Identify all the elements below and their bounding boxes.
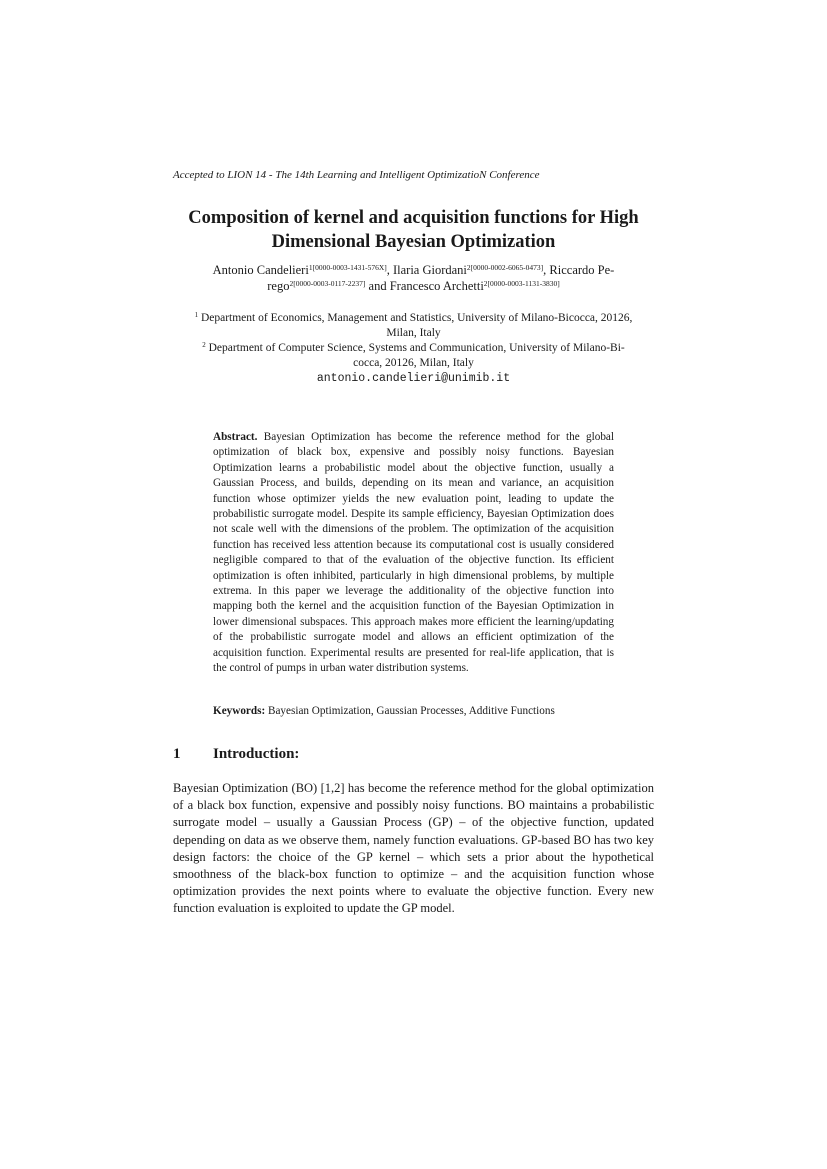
author-orcid: 1[0000-0003-1431-576X]: [308, 263, 387, 272]
keywords-text: Bayesian Optimization, Gaussian Processes, Additive Functions: [268, 705, 555, 717]
section-heading-introduction: [173, 744, 653, 764]
abstract-text: Bayesian Optimization has become the reference method for the global optimization of black box, expensive and possibly noisy functions. Bayesian Optimization learns a probabilistic model about the objective function, usually a Gaussian Process, and builds, depending on its mean and variance, an acquisition function whose optimizer yields the new evaluation point, leading to update the probabilistic surrogate model. Despite its sample efficiency, Bayesian Optimization does not scale well with the dimensions of the problem. The optimization of the acquisition function has received less attention because its computational cost is usually considered negligible compared to that of the evaluation of the objective function. Its efficient optimization is often inhibited, particularly in high dimensional problems, by multiple extrema. In this paper we leverage the additionality of the objective function into mapping both the kernel and the acquisition function of the Bayesian Optimization in lower dimensional subspaces. This approach makes more efficient the learning/updating of the probabilistic surrogate model and allows an efficient optimization of the acquisition function. Experimental results are presented for real-life application, that is the control of pumps in urban water distribution systems.: [213, 431, 615, 675]
author-separator: ,: [386, 263, 393, 277]
author-orcid: 2[0000-0003-1131-3830]: [483, 279, 560, 288]
keywords: [213, 704, 614, 719]
author-name: Francesco Archetti: [389, 279, 484, 293]
affiliation-marker: 1: [194, 311, 199, 319]
author-orcid: 2[0000-0002-6065-0473]: [466, 263, 544, 272]
author-orcid: 2[0000-0003-0117-2237]: [289, 279, 366, 288]
affiliation-text: cocca, 20126, Milan, Italy: [353, 357, 474, 369]
affiliation-text: Department of Computer Science, Systems and Communication, University of Milano-Bi-: [208, 342, 625, 354]
introduction-paragraph: Bayesian Optimization (BO) [1,2] has become the reference method for the global optimization of a black box function, expensive and possibly noisy functions. BO maintains a probabilistic surrogate model – usually a Gaussian Process (GP) – of the objective function, updated depending on data as we observe them, namely function evaluations. GP-based BO has two key design factors: the choice of the GP kernel – which sets a prior about the hypothetical smoothness of the black-box function to optimize – and the acquisition function whose optimization provides the next points where to evaluate the objective function. Every new function evaluation is exploited to update the GP model.: [173, 781, 654, 916]
affiliation-block: [170, 311, 657, 386]
affiliation-1: [170, 311, 657, 341]
author-name: Riccardo Pe-: [549, 263, 615, 277]
abstract-label: Abstract.: [213, 431, 258, 443]
section-title: Introduction:: [213, 746, 300, 762]
author-separator: ,: [543, 263, 550, 277]
title-line-1: Composition of kernel and acquisition functions for High: [188, 208, 639, 228]
affiliation-text: Milan, Italy: [386, 327, 441, 339]
abstract: [213, 430, 614, 677]
affiliation-text: Department of Economics, Management and Statistics, University of Milano-Bicocca, 20126,: [200, 312, 633, 324]
keywords-label: Keywords:: [213, 705, 266, 717]
author-name: rego: [267, 279, 290, 293]
section-number: 1: [173, 746, 181, 762]
affiliation-2: [170, 341, 657, 371]
affiliation-marker: 2: [202, 341, 206, 349]
contact-email[interactable]: antonio.candelieri@unimib.it: [316, 372, 511, 385]
author-list: [170, 262, 657, 294]
author-separator: and: [365, 279, 390, 293]
author-name: Antonio Candelieri: [212, 263, 309, 277]
title-line-2: Dimensional Bayesian Optimization: [271, 232, 556, 252]
author-name: Ilaria Giordani: [392, 263, 467, 277]
conference-note: Accepted to LION 14 - The 14th Learning and Intelligent OptimizatioN Conference: [173, 169, 540, 181]
paper-title: [150, 206, 677, 254]
